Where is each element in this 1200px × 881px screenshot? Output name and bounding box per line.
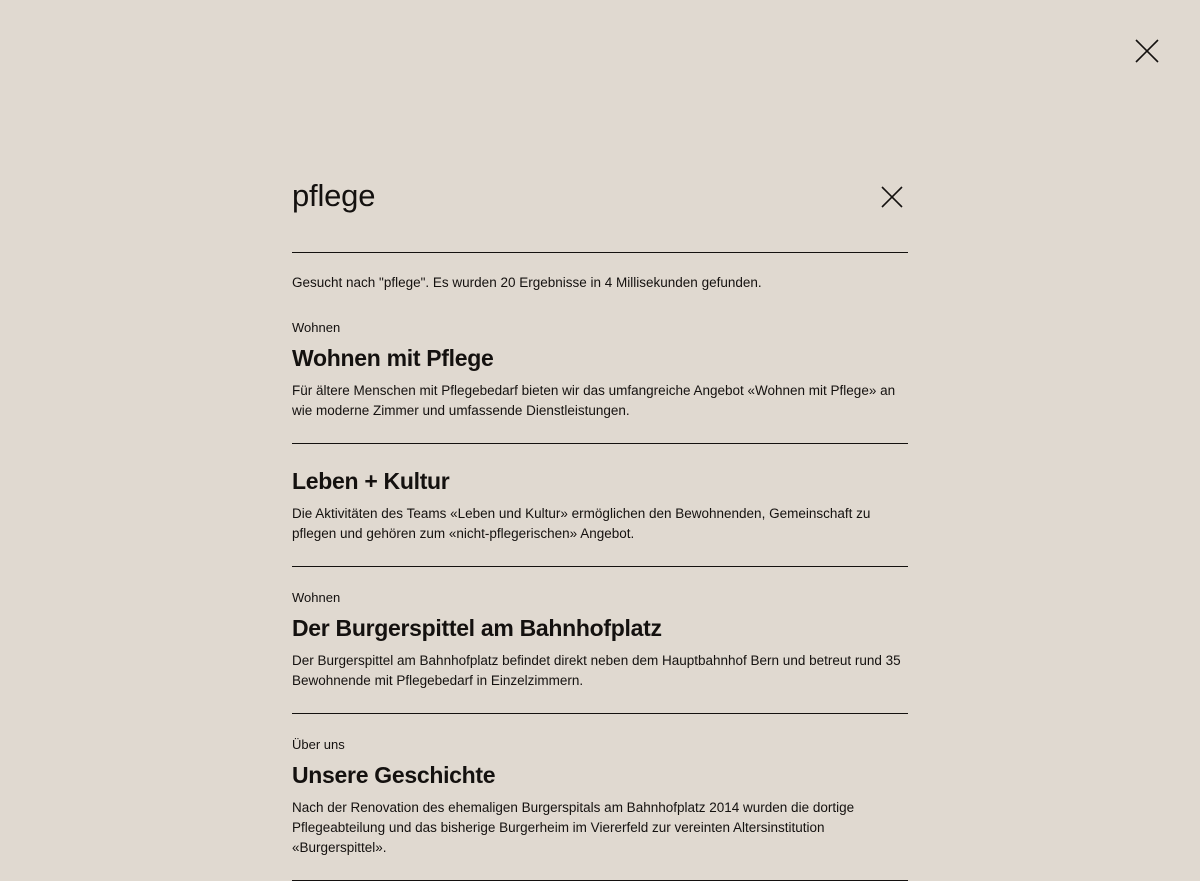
search-results-list: [292, 319, 908, 881]
search-overlay: [292, 0, 908, 880]
result-divider: [292, 566, 908, 567]
result-description: Nach der Renovation des ehemaligen Burgerspitals am Bahnhofplatz 2014 wurden die dortige Pflegeabteilung und das bisherige Burgerheim im Viererfeld zur vereinten Altersinstitution «Burgerspittel».: [292, 800, 855, 855]
list-item[interactable]: [292, 319, 908, 443]
result-description: Für ältere Menschen mit Pflegebedarf bieten wir das umfangreiche Angebot «Wohnen mit Pflege» an wie moderne Zimmer und umfassende Dienstleistungen.: [292, 383, 896, 418]
result-description: Der Burgerspittel am Bahnhofplatz befindet direkt neben dem Hauptbahnhof Bern und betreut rund 35 Bewohnende mit Pflegebedarf in Einzelzimmern.: [292, 653, 901, 688]
result-category: Über uns: [292, 737, 345, 752]
list-item[interactable]: [292, 443, 908, 566]
result-title[interactable]: Unsere Geschichte: [292, 762, 496, 788]
result-summary: Gesucht nach "pflege". Es wurden 20 Ergebnisse in 4 Millisekunden gefunden.: [292, 275, 762, 290]
result-category: Wohnen: [292, 590, 341, 605]
close-icon: [1132, 36, 1162, 66]
search-bar: [292, 0, 908, 214]
result-title[interactable]: Leben + Kultur: [292, 468, 450, 494]
list-item[interactable]: [292, 713, 908, 880]
result-divider: [292, 713, 908, 714]
list-item[interactable]: [292, 566, 908, 713]
search-divider: [292, 252, 908, 253]
page-close-button[interactable]: [1132, 36, 1162, 66]
result-description: Die Aktivitäten des Teams «Leben und Kultur» ermöglichen den Bewohnenden, Gemeinschaft zu pflegen und gehören zum «nicht-pflegerischen» Angebot.: [292, 506, 871, 541]
search-clear-button[interactable]: [879, 184, 905, 210]
search-input[interactable]: [292, 178, 812, 214]
result-divider: [292, 443, 908, 444]
close-icon: [879, 184, 905, 210]
result-title[interactable]: Wohnen mit Pflege: [292, 345, 494, 371]
result-title[interactable]: Der Burgerspittel am Bahnhofplatz: [292, 615, 662, 641]
result-category: Wohnen: [292, 320, 341, 335]
